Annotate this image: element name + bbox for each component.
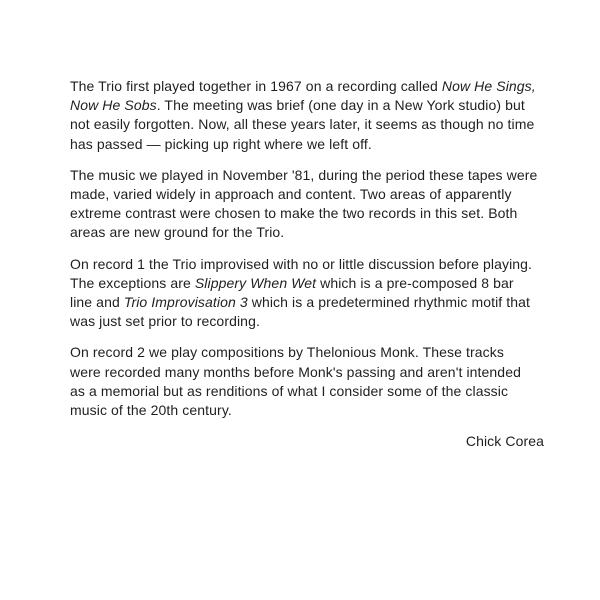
- text-line: The exceptions are Slippery When Wet which is a pre-composed 8 bar: [70, 274, 514, 291]
- text-line: line and Trio Improvisation 3 which is a predetermined rhythmic motif that: [70, 294, 531, 311]
- signature: Chick Corea: [465, 433, 544, 450]
- text-line: The Trio first played together in 1967 on a recording called Now He Sings,: [70, 78, 536, 94]
- paragraph: [70, 166, 544, 243]
- paragraphs-container: [70, 77, 544, 420]
- text-line: was just set prior to recording.: [70, 313, 260, 330]
- liner-notes-text: [70, 77, 544, 451]
- text-line: Now He Sobs. The meeting was brief (one day in a New York studio) but: [70, 97, 525, 114]
- text-line: made, varied widely in approach and content. Two areas of apparently: [70, 186, 512, 203]
- text-line: has passed — picking up right where we left off.: [70, 135, 372, 152]
- paragraph: [70, 255, 544, 332]
- text-line: music of the 20th century.: [70, 402, 232, 419]
- text-line: not easily forgotten. Now, all these years later, it seems as though no time: [70, 116, 535, 133]
- text-line: areas are new ground for the Trio.: [70, 224, 285, 241]
- paragraph: [70, 77, 544, 154]
- text-line: On record 2 we play compositions by Thelonious Monk. These tracks: [70, 344, 504, 361]
- text-line: were recorded many months before Monk's passing and aren't intended: [70, 363, 521, 380]
- paragraph: [70, 343, 544, 420]
- text-line: The music we played in November '81, during the period these tapes were: [70, 166, 538, 183]
- text-line: extreme contrast were chosen to make the two records in this set. Both: [70, 205, 518, 222]
- text-line: as a memorial but as renditions of what I consider some of the classic: [70, 382, 509, 399]
- text-line: On record 1 the Trio improvised with no or little discussion before playing.: [70, 255, 533, 272]
